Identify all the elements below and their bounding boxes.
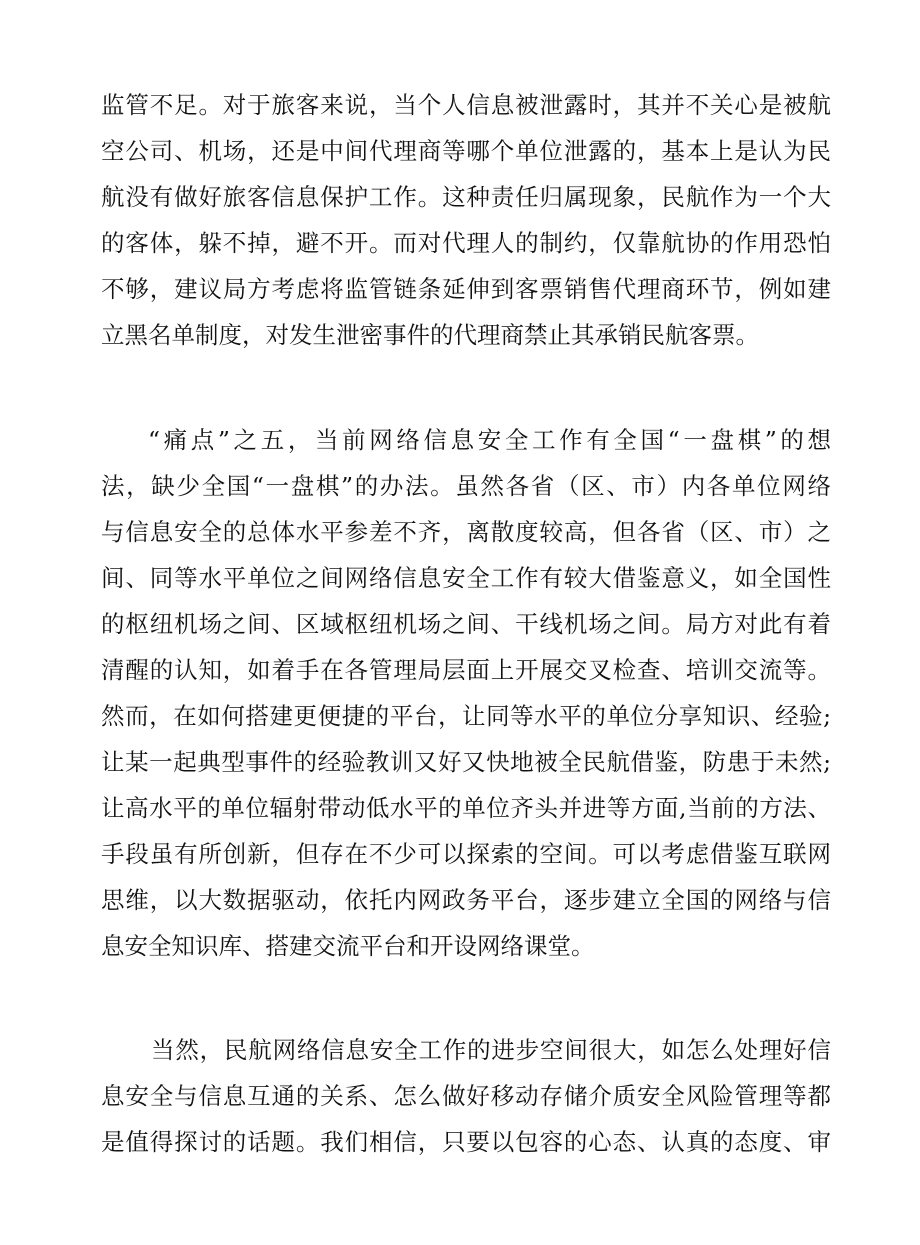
text-line: “痛点”之五，当前网络信息安全工作有全国“一盘棋”的想 <box>148 426 831 454</box>
text-line: 让某一起典型事件的经验教训又好又快地被全民航借鉴，防患于未然; <box>101 748 831 776</box>
text-line: 间、同等水平单位之间网络信息安全工作有较大借鉴意义，如全国性 <box>101 564 831 592</box>
paragraph-3 <box>101 1027 831 1165</box>
text-line: 息安全与信息互通的关系、怎么做好移动存储介质安全风险管理等都 <box>101 1082 831 1110</box>
text-line: 航没有做好旅客信息保护工作。这种责任归属现象，民航作为一个大 <box>101 183 831 211</box>
text-line: 立黑名单制度，对发生泄密事件的代理商禁止其承销民航客票。 <box>101 321 759 349</box>
paragraph-2 <box>101 417 831 969</box>
paragraph-1 <box>101 82 831 358</box>
text-line: 思维，以大数据驱动，依托内网政务平台，逐步建立全国的网络与信 <box>101 886 831 914</box>
text-line: 的枢纽机场之间、区域枢纽机场之间、干线机场之间。局方对此有着 <box>101 610 831 638</box>
text-line: 然而，在如何搭建更便捷的平台，让同等水平的单位分享知识、经验; <box>101 702 831 730</box>
text-line: 空公司、机场，还是中间代理商等哪个单位泄露的，基本上是认为民 <box>101 137 831 165</box>
text-line: 是值得探讨的话题。我们相信，只要以包容的心态、认真的态度、审 <box>101 1128 831 1156</box>
text-line: 法，缺少全国“一盘棋”的办法。虽然各省（区、市）内各单位网络 <box>101 472 831 500</box>
text-line: 不够，建议局方考虑将监管链条延伸到客票销售代理商环节，例如建 <box>101 275 831 303</box>
text-line: 手段虽有所创新，但存在不少可以探索的空间。可以考虑借鉴互联网 <box>101 840 831 868</box>
text-line: 的客体，躲不掉，避不开。而对代理人的制约，仅靠航协的作用恐怕 <box>101 229 831 257</box>
text-line: 与信息安全的总体水平参差不齐，离散度较高，但各省（区、市）之 <box>101 518 831 546</box>
text-line: 清醒的认知，如着手在各管理局层面上开展交叉检查、培训交流等。 <box>101 656 831 684</box>
text-line: 监管不足。对于旅客来说，当个人信息被泄露时，其并不关心是被航 <box>101 91 831 119</box>
text-line: 让高水平的单位辐射带动低水平的单位齐头并进等方面,当前的方法、 <box>101 794 831 822</box>
text-line: 当然，民航网络信息安全工作的进步空间很大，如怎么处理好信 <box>151 1036 831 1064</box>
text-line: 息安全知识库、搭建交流平台和开设网络课堂。 <box>101 932 595 960</box>
